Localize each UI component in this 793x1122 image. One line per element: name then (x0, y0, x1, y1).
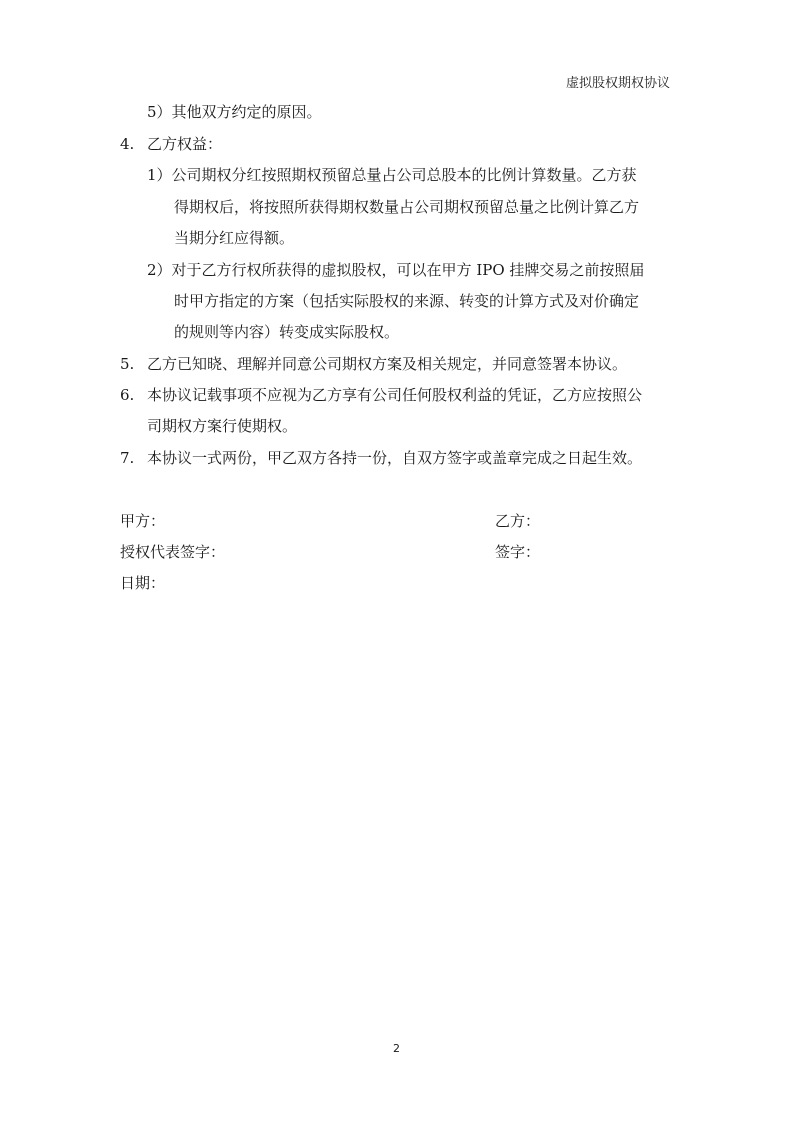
sub-item-2-line-3: 的规则等内容）转变成实际股权。 (174, 323, 400, 341)
sub-item-2-line-2: 时甲方指定的方案（包括实际股权的来源、转变的计算方式及对价确定 (174, 292, 640, 310)
party-b-label: 乙方： (495, 512, 541, 530)
clause-6-line-2: 司期权方案行使期权。 (147, 417, 298, 435)
clause-4-text: 乙方权益： (147, 135, 223, 153)
sub-item-5: 5）其他双方约定的原因。 (147, 103, 322, 121)
page-number: 2 (393, 1042, 400, 1055)
clause-number-4: 4. (120, 135, 135, 153)
sub-item-1-line-3: 当期分红应得额。 (174, 229, 295, 247)
clause-6-line-1: 本协议记载事项不应视为乙方享有公司任何股权利益的凭证，乙方应按照公 (147, 386, 643, 404)
clause-number-6: 6. (120, 386, 135, 404)
running-header: 虚拟股权期权协议 (565, 76, 670, 91)
date-label: 日期： (120, 574, 166, 592)
signature-label: 签字： (495, 543, 541, 561)
sub-item-2-line-1: 2）对于乙方行权所获得的虚拟股权，可以在甲方 IPO 挂牌交易之前按照届 (147, 261, 645, 279)
clause-number-5: 5. (120, 355, 135, 373)
clause-5-text: 乙方已知晓、理解并同意公司期权方案及相关规定，并同意签署本协议。 (147, 355, 628, 373)
sub-item-1-line-1: 1）公司期权分红按照期权预留总量占公司总股本的比例计算数量。乙方获 (147, 166, 637, 184)
party-a-label: 甲方： (120, 512, 166, 530)
clause-number-7: 7. (120, 449, 135, 467)
clause-7-text: 本协议一式两份，甲乙双方各持一份，自双方签字或盖章完成之日起生效。 (147, 449, 643, 467)
authorized-rep-signature-label: 授权代表签字： (120, 543, 226, 561)
sub-item-1-line-2: 得期权后，将按照所获得期权数量占公司期权预留总量之比例计算乙方 (174, 198, 640, 216)
